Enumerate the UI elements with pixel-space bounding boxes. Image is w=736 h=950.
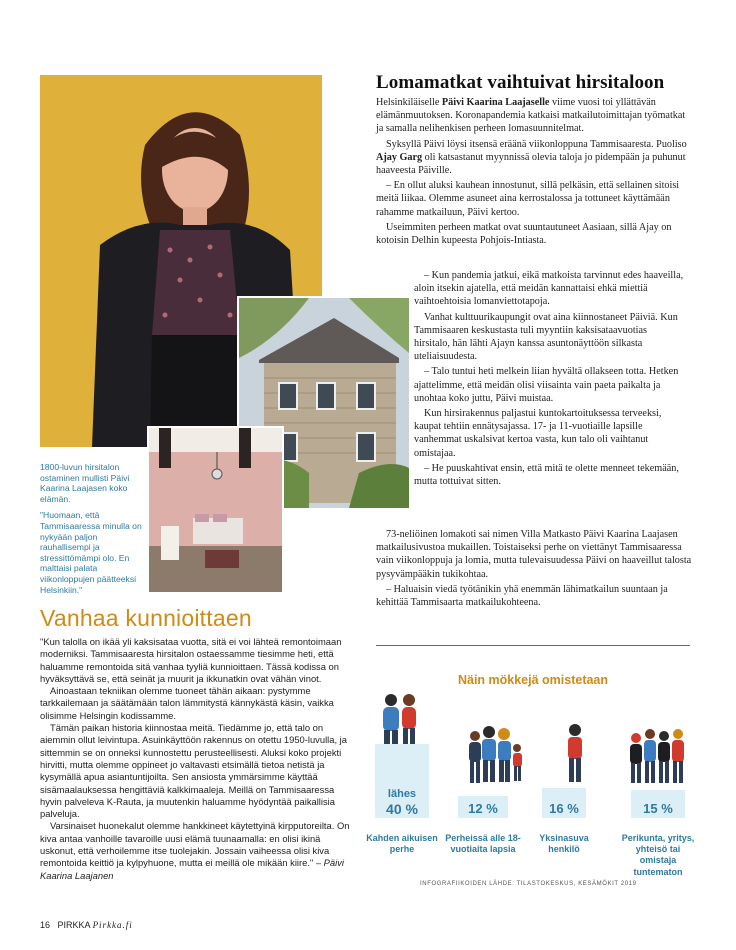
section-paragraph: Tämän paikan historia kiinnostaa meitä. Tiedämme jo, että talo on aiemmin ollut leivintupa. Asuinkäyttöön rakennus on otettu 1950-luvulla, ja sittemmin se on onneksi kunnostettu perusteellisesti. Aluksi koko projekti hirvitti, mutta olemme oppineet jo valtavasti etsimällä tietoa netistä ja kysymällä apua asiantuntijoilta. Sen ansiosta ymmärsimme käyttää sisämaalauksessa hengittäviä kalkkimaaleja. Meillä on Tammisaaressa hyvin palveleva K-Rauta, ja muutenkin haluamme hyödyntää paikallisia palveluja. (40, 722, 347, 820)
signature: – Päivi Kaarina Laajanen (40, 857, 344, 881)
chart-value-label: 40 % (386, 801, 418, 817)
chart-category-label: Kahden aikuisen perhe (366, 833, 438, 855)
interior-photo (147, 426, 284, 594)
article-title: Lomamatkat vaihtuivat hirsitaloon (376, 72, 665, 93)
site-name: Pirkka.fi (92, 920, 133, 930)
photo-caption (40, 462, 148, 601)
article-body-top (376, 96, 692, 249)
section-paragraph: Varsinaiset huonekalut olemme hankkineet käytettyinä kirpputoreilta. On kiva antaa vanhoille tavaroille uusi elämä tuunaamalla: en olisi ikinä uskonut, että verhoilemme itse tuolejakin. Jossain vaiheessa olisi kiva remontoida keittiö ja kylpyhuone, mutta ei meillä ole mikään kiire." – Päivi Kaarina Laajanen (40, 820, 350, 881)
infographic-divider (376, 645, 690, 646)
single-person-icon (568, 724, 582, 782)
page-number: 16 (40, 920, 51, 930)
chart-category-label: Perikunta, yritys, yhteisö tai omistaja tuntematon (621, 833, 695, 877)
article-paragraph: Kun hirsirakennus paljastui kuntokartoituksessa terveeksi, kaupat tehtiin ennätysajassa. 17- ja 11-vuotiaille lapsille vanhemmat uskalsivat kertoa vasta, kun talo oli vaihtanut omistajaa. (414, 408, 662, 459)
section-heading: Vanhaa kunnioittaen (40, 605, 252, 631)
article-paragraph: – En ollut aluksi kauhean innostunut, sillä pelkäsin, että sellainen sitoisi meitä liikaa. Olemme asuneet aina kerrostalossa ja tottuneet käyttämään rahamme matkailuun, Päivi kertoo. (376, 180, 680, 218)
chart-value-prefix: lähes (387, 788, 417, 800)
family-icon (469, 726, 522, 783)
group-icon (630, 729, 684, 783)
infographic-source: INFOGRAFIIKOIDEN LÄHDE: TILASTOKESKUS, KESÄMÖKIT 2019 (420, 881, 637, 887)
brand-name: PIRKKA (57, 920, 91, 930)
section-paragraph: Ainoastaan tekniikan olemme tuoneet tähän aikaan: pystymme tarkkailemaan ja säätämään talon lämmitystä kännykästä käsin, vaikka olisimme Helsingin kodissamme. (40, 685, 334, 721)
page-footer (40, 920, 133, 930)
caption-quote: "Huomaan, että Tammisaaressa minulla on nykyään paljon rauhallisempi ja stressittömämpi olo. En malttaisi palata viikonloppujen päätteeksi Helsinkiin." (40, 510, 142, 595)
article-paragraph: Syksyllä Päivi löysi itsensä eräänä viikonloppuna Tammisaaresta. Puoliso Ajay Garg oli katsastanut myynnissä olevia taloja jo pidempään ja puhunut haaveesta Päiville. (376, 138, 687, 177)
article-paragraph: 73-neliöinen lomakoti sai nimen Villa Matkasto Päivi Kaarina Laajasen matkailusivustoa mukaillen. Toistaiseksi perhe on viettänyt Tammisaaressa vain viikonloppuja ja lomia, mutta tulevaisuudessa Päivi on haaveillut talosta pysyvämpääkin tukikohtaa. (376, 529, 692, 580)
chart-value-label: 16 % (549, 801, 579, 816)
article-body-middle (414, 269, 684, 490)
chart-value-label: 12 % (468, 801, 498, 816)
article-body-bottom (376, 528, 692, 611)
chart-category-label: Perheissä alle 18-vuotiaita lapsia (445, 833, 521, 855)
section-paragraph: "Kun talolla on ikää yli kaksisataa vuotta, sitä ei voi lähteä remontoimaan moderniksi. Tammisaaresta hirsitalon ostaessamme tiesimme heti, että haluamme remontoida sitä vanhaa tyyliä kunnioittaen. Tässä kodissa on hyväksyttävä se, että seinät ja muurit ja ikkunatkin ovat vähän vinot. (40, 636, 342, 684)
article-paragraph: Helsinkiläiselle Päivi Kaarina Laajaselle viime vuosi toi yllättävän elämänmuutoksen. Koronapandemia katkaisi matkailutoimittajan työmatkat ja samalla nelihenkisen perheen lomasuunnitelmat. (376, 97, 686, 135)
chart-category-label: Yksinasuva henkilö (539, 833, 589, 855)
article-paragraph: – Haluaisin viedä työtänikin yhä enemmän lähimatkailun suuntaan ja kehittää Tammisaarta matkailukohteena. (376, 583, 668, 609)
caption-first: 1800-luvun hirsitalon ostaminen mullisti Päivi Kaarina Laajasen koko elämän. (40, 462, 130, 504)
section-body (40, 636, 352, 882)
article-paragraph: – Talo tuntui heti melkein liian hyvältä ollakseen totta. Hetken ajattelimme, että meidän olisi viisainta vain paeta paikalta ja unohtaa koko juttu, Päivi muistaa. (414, 366, 679, 404)
article-paragraph: – He puuskahtivat ensin, että mitä te olette menneet tekemään, mutta tottuivat sitten. (414, 462, 679, 488)
chart-value-label: 15 % (643, 801, 673, 816)
article-paragraph: – Kun pandemia jatkui, eikä matkoista tarvinnut edes haaveilla, aloin itsekin ajatella, että meidän kannattaisi ehkä miettiä vaihtoehtoisia lomanviettotapoja. (414, 270, 684, 308)
article-paragraph: Useimmiten perheen matkat ovat suuntautuneet Aasiaan, sillä Ajay on kotoisin Delhin kupeesta Pohjois-Intiasta. (376, 221, 672, 247)
infographic-title: Näin mökkejä omistetaan (457, 673, 609, 687)
article-paragraph: Vanhat kulttuurikaupungit ovat aina kiinnostaneet Päiviä. Kun Tammisaaren keskustasta tuli myyntiin kaksisataavuotias hirsitalo, hän lähti Ajayn kanssa asuntonäyttöön silkasta uteliaisuudesta. (414, 311, 678, 363)
